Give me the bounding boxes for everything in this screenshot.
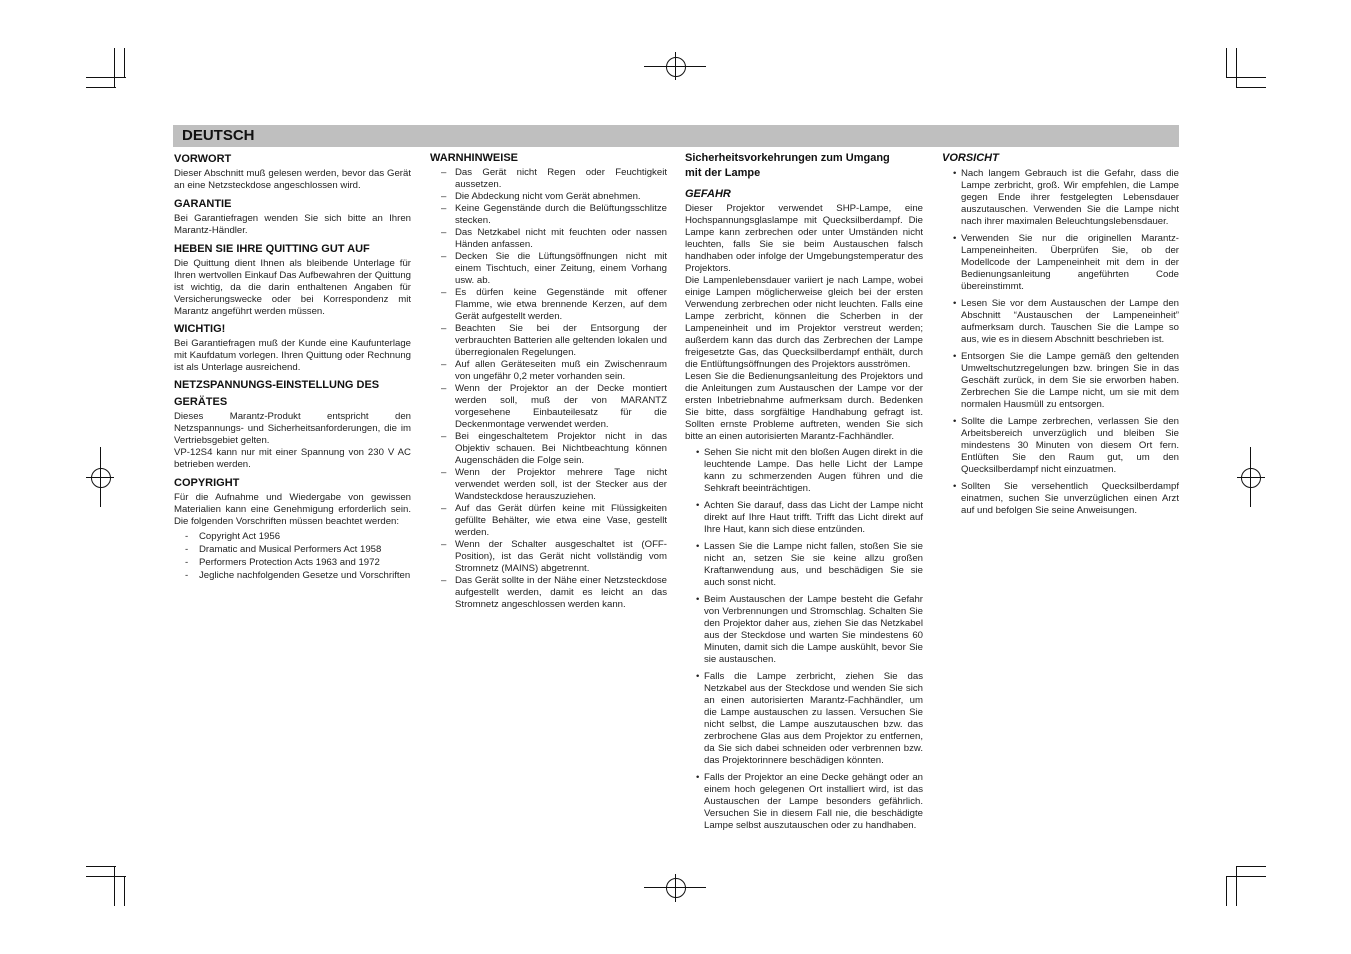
- text-netzspannung-model: VP-12S4 kann nur mit einer Spannung von 230 V AC betrieben werden.: [174, 447, 411, 470]
- column-3: [685, 152, 923, 837]
- list-item: • Nach langem Gebrauch ist die Gefahr, dass die Lampe zerbricht, groß. Wir empfehlen, die Lampe gegen Ende ihrer festgelegten Lebensdauer auszutauschen. Verwenden Sie die Lampe nicht nach ihrer maximalen Beleuchtungslebensdauer.: [961, 168, 1179, 228]
- list-item: • Falls der Projektor an eine Decke gehängt oder an einem hoch gelegenen Ort installiert wird, ist das Austauschen der Lampe besonders gefährlich. Versuchen Sie in diesem Fall nie, die beschädigte Lampe selbst auszutauschen oder zu handhaben.: [704, 772, 923, 832]
- heading-warnhinweise: WARNHINWEISE: [430, 152, 518, 164]
- list-item: – Auf das Gerät dürfen keine mit Flüssigkeiten gefüllte Behälter, wie etwa eine Vase, gestellt werden.: [455, 503, 667, 539]
- heading-wichtig: WICHTIG!: [174, 323, 226, 335]
- list-item: – Decken Sie die Lüftungsöffnungen nicht mit einem Tischtuch, einer Zeitung, einem Vorhang usw. ab.: [455, 251, 667, 287]
- heading-copyright: COPYRIGHT: [174, 477, 240, 489]
- section-title: DEUTSCH: [182, 127, 255, 144]
- list-item: – Das Netzkabel nicht mit feuchten oder nassen Händen anfassen.: [455, 227, 667, 251]
- heading-netzspannung-1: NETZSPANNUNGS-EINSTELLUNG DES: [174, 379, 380, 391]
- list-item: • Sollte die Lampe zerbrechen, verlassen Sie den Arbeitsbereich unverzüglich und bleiben Sie mindestens 30 Minuten von diesem Ort fern. Entlüften Sie den Raum gut, um den Quecksilberdampf nicht einzuatmen.: [961, 416, 1179, 476]
- list-item: - Jegliche nachfolgenden Gesetze und Vorschriften: [199, 570, 411, 582]
- copyright-list: [174, 531, 411, 582]
- heading-quitting: HEBEN SIE IHRE QUITTING GUT AUF: [174, 243, 370, 255]
- list-item: - Copyright Act 1956: [199, 531, 411, 543]
- list-item: • Beim Austauschen der Lampe besteht die Gefahr von Verbrennungen und Stromschlag. Schalten Sie den Projektor daher aus, ziehen Sie das Netzkabel aus der Steckdose und warten Sie mindestens 60 Minuten, damit sich die Lampe auskühlt, bevor Sie sie austauschen.: [704, 594, 923, 666]
- text-gefahr-1: Dieser Projektor verwendet SHP-Lampe, eine Hochspannungsglaslampe mit Quecksilberdampf. Die Lampe kann zerbrechen oder unter Umständen nicht leuchten, falls Sie sie beim Austauschen falsch handhaben oder infolge der Umgebungstemperatur des Projektors.: [685, 203, 923, 274]
- caution-list: [942, 168, 1179, 517]
- list-item: • Verwenden Sie nur die originellen Marantz-Lampeneinheiten. Überprüfen Sie, ob der Modellcode der Lampeneinheit mit dem in der Bedienungsanleitung angeführten Code übereinstimmt.: [961, 233, 1179, 293]
- list-item: • Sehen Sie nicht mit den bloßen Augen direkt in die leuchtende Lampe. Das helle Licht der Lampe kann zu schmerzenden Augen führen und die Sehkraft beeinträchtigen.: [704, 447, 923, 495]
- heading-netzspannung-2: GERÄTES: [174, 396, 228, 408]
- list-item: - Dramatic and Musical Performers Act 1958: [199, 544, 411, 556]
- list-item: • Lesen Sie vor dem Austauschen der Lampe den Abschnitt “Austauschen der Lampeneinheit” aufmerksam durch. Tauschen Sie die Lampe so aus, wie es in diesem Abschnitt beschrieben ist.: [961, 298, 1179, 346]
- text-netzspannung: Dieses Marantz-Produkt entspricht den Netzspannungs- und Sicherheitsanforderungen, die im Vertriebsgebiet gelten.: [174, 411, 411, 446]
- list-item: - Performers Protection Acts 1963 and 1972: [199, 557, 411, 569]
- list-item: – Keine Gegenstände durch die Belüftungsschlitze stecken.: [455, 203, 667, 227]
- text-garantie: Bei Garantiefragen wenden Sie sich bitte an Ihren Marantz-Händler.: [174, 213, 411, 236]
- list-item: – Auf allen Geräteseiten muß ein Zwischenraum von ungefähr 0,2 meter vorhanden sein.: [455, 359, 667, 383]
- heading-lamp-safety-1: Sicherheitsvorkehrungen zum Umgang: [685, 152, 890, 164]
- heading-vorsicht: VORSICHT: [942, 152, 999, 164]
- list-item: • Lassen Sie die Lampe nicht fallen, stoßen Sie sie nicht an, setzen Sie sie keine allzu großen Kraftanwendung aus, und beschädigen Sie sie auch sonst nicht.: [704, 541, 923, 589]
- list-item: – Wenn der Projektor mehrere Tage nicht verwendet werden soll, ist der Stecker aus der Wandsteckdose herauszuziehen.: [455, 467, 667, 503]
- list-item: – Es dürfen keine Gegenstände mit offener Flamme, wie etwa brennende Kerzen, auf dem Gerät aufgestellt werden.: [455, 287, 667, 323]
- list-item: • Achten Sie darauf, dass das Licht der Lampe nicht direkt auf Ihre Haut trifft. Trifft das Licht direkt auf Ihre Haut, kann sich diese entzünden.: [704, 500, 923, 536]
- list-item: – Beachten Sie bei der Entsorgung der verbrauchten Batterien alle geltenden lokalen und überregionalen Regelungen.: [455, 323, 667, 359]
- heading-lamp-safety-2: mit der Lampe: [685, 167, 761, 179]
- list-item: • Sollten Sie versehentlich Quecksilberdampf einatmen, suchen Sie unverzüglichen einen Arzt auf und befolgen Sie seine Anweisungen.: [961, 481, 1179, 517]
- list-item: – Bei eingeschaltetem Projektor nicht in das Objektiv schauen. Bei Nichtbeachtung können Augenschäden die Folge sein.: [455, 431, 667, 467]
- list-item: • Entsorgen Sie die Lampe gemäß den geltenden Umweltschutzregelungen bzw. bringen Sie in das Geschäft zurück, in dem Sie sie erworben haben. Zerbrechen Sie die Lampe nicht, um sie mit dem normalen Hausmüll zu entsorgen.: [961, 351, 1179, 411]
- heading-garantie: GARANTIE: [174, 198, 232, 210]
- section-header-bar: [173, 125, 1179, 147]
- heading-vorwort: VORWORT: [174, 153, 232, 165]
- text-gefahr-3: Lesen Sie die Bedienungsanleitung des Projektors und die Anleitungen zum Austauschen der Lampe vor der ersten Inbetriebnahme aufmerksam durch. Bedenken Sie bitte, dass sorgfältige Handhabung gefragt ist. Sollten ernste Probleme auftreten, wenden Sie sich bitte an einen autorisierten Marantz-Fachhändler.: [685, 371, 923, 442]
- text-quitting: Die Quittung dient Ihnen als bleibende Unterlage für Ihren wertvollen Einkauf Das Aufbewahren der Quittung ist wichtig, da die darin enthaltenen Angaben für Versicherungswecke oder bei Korrespondenz mit Marantz angeführt werden müssen.: [174, 258, 411, 317]
- list-item: – Wenn der Projektor an der Decke montiert werden soll, muß der von MARANTZ vorgesehene Einbauteilesatz für die Deckenmontage verwendet werden.: [455, 383, 667, 431]
- text-wichtig: Bei Garantiefragen muß der Kunde eine Kaufunterlage mit Kaufdatum vorlegen. Ihren Quittung oder Rechnung ist als Unterlage ausreichend.: [174, 338, 411, 373]
- list-item: – Die Abdeckung nicht vom Gerät abnehmen.: [455, 191, 667, 203]
- column-2: [430, 152, 667, 611]
- list-item: • Falls die Lampe zerbricht, ziehen Sie das Netzkabel aus der Steckdose und wenden Sie sich an einen autorisierten Marantz-Fachhändler, um die Lampe austauschen zu lassen. Versuchen Sie nicht selbst, die Lampe auszutauschen bzw. das zerbrochene Glas aus dem Projektor zu entfernen, da Sie sich dabei schneiden oder verbrennen bzw. das Projektorinnere beschädigen könnten.: [704, 671, 923, 767]
- column-1: [174, 152, 411, 583]
- text-gefahr-2: Die Lampenlebensdauer variiert je nach Lampe, wobei einige Lampen möglicherweise gleich bei der ersten Verwendung zerbrechen oder nicht leuchten. Falls eine Lampe zerbricht, können die Scherben in der Lampeneinheit und im Projektor verstreut werden; außerdem kann das durch das Zerbrechen der Lampe freigesetzte Gas, das Quecksilberdampf enthält, durch die Entlüftungsöffnungen des Projektors ausströmen.: [685, 275, 923, 370]
- list-item: – Wenn der Schalter ausgeschaltet ist (OFF-Position), ist das Gerät nicht vollständig vom Stromnetz (MAINS) abgetrennt.: [455, 539, 667, 575]
- list-item: – Das Gerät nicht Regen oder Feuchtigkeit aussetzen.: [455, 167, 667, 191]
- warnings-list: [430, 167, 667, 611]
- list-item: – Das Gerät sollte in der Nähe einer Netzsteckdose aufgestellt werden, damit es leicht an das Stromnetz angeschlossen werden kann.: [455, 575, 667, 611]
- heading-gefahr: GEFAHR: [685, 188, 731, 200]
- text-vorwort: Dieser Abschnitt muß gelesen werden, bevor das Gerät an eine Netzsteckdose angeschlossen wird.: [174, 168, 411, 191]
- text-copyright: Für die Aufnahme und Wiedergabe von gewissen Materialien kann eine Genehmigung erforderlich sein. Die folgenden Vorschriften müssen beachtet werden:: [174, 492, 411, 527]
- danger-list: [685, 447, 923, 832]
- column-4: [942, 152, 1179, 522]
